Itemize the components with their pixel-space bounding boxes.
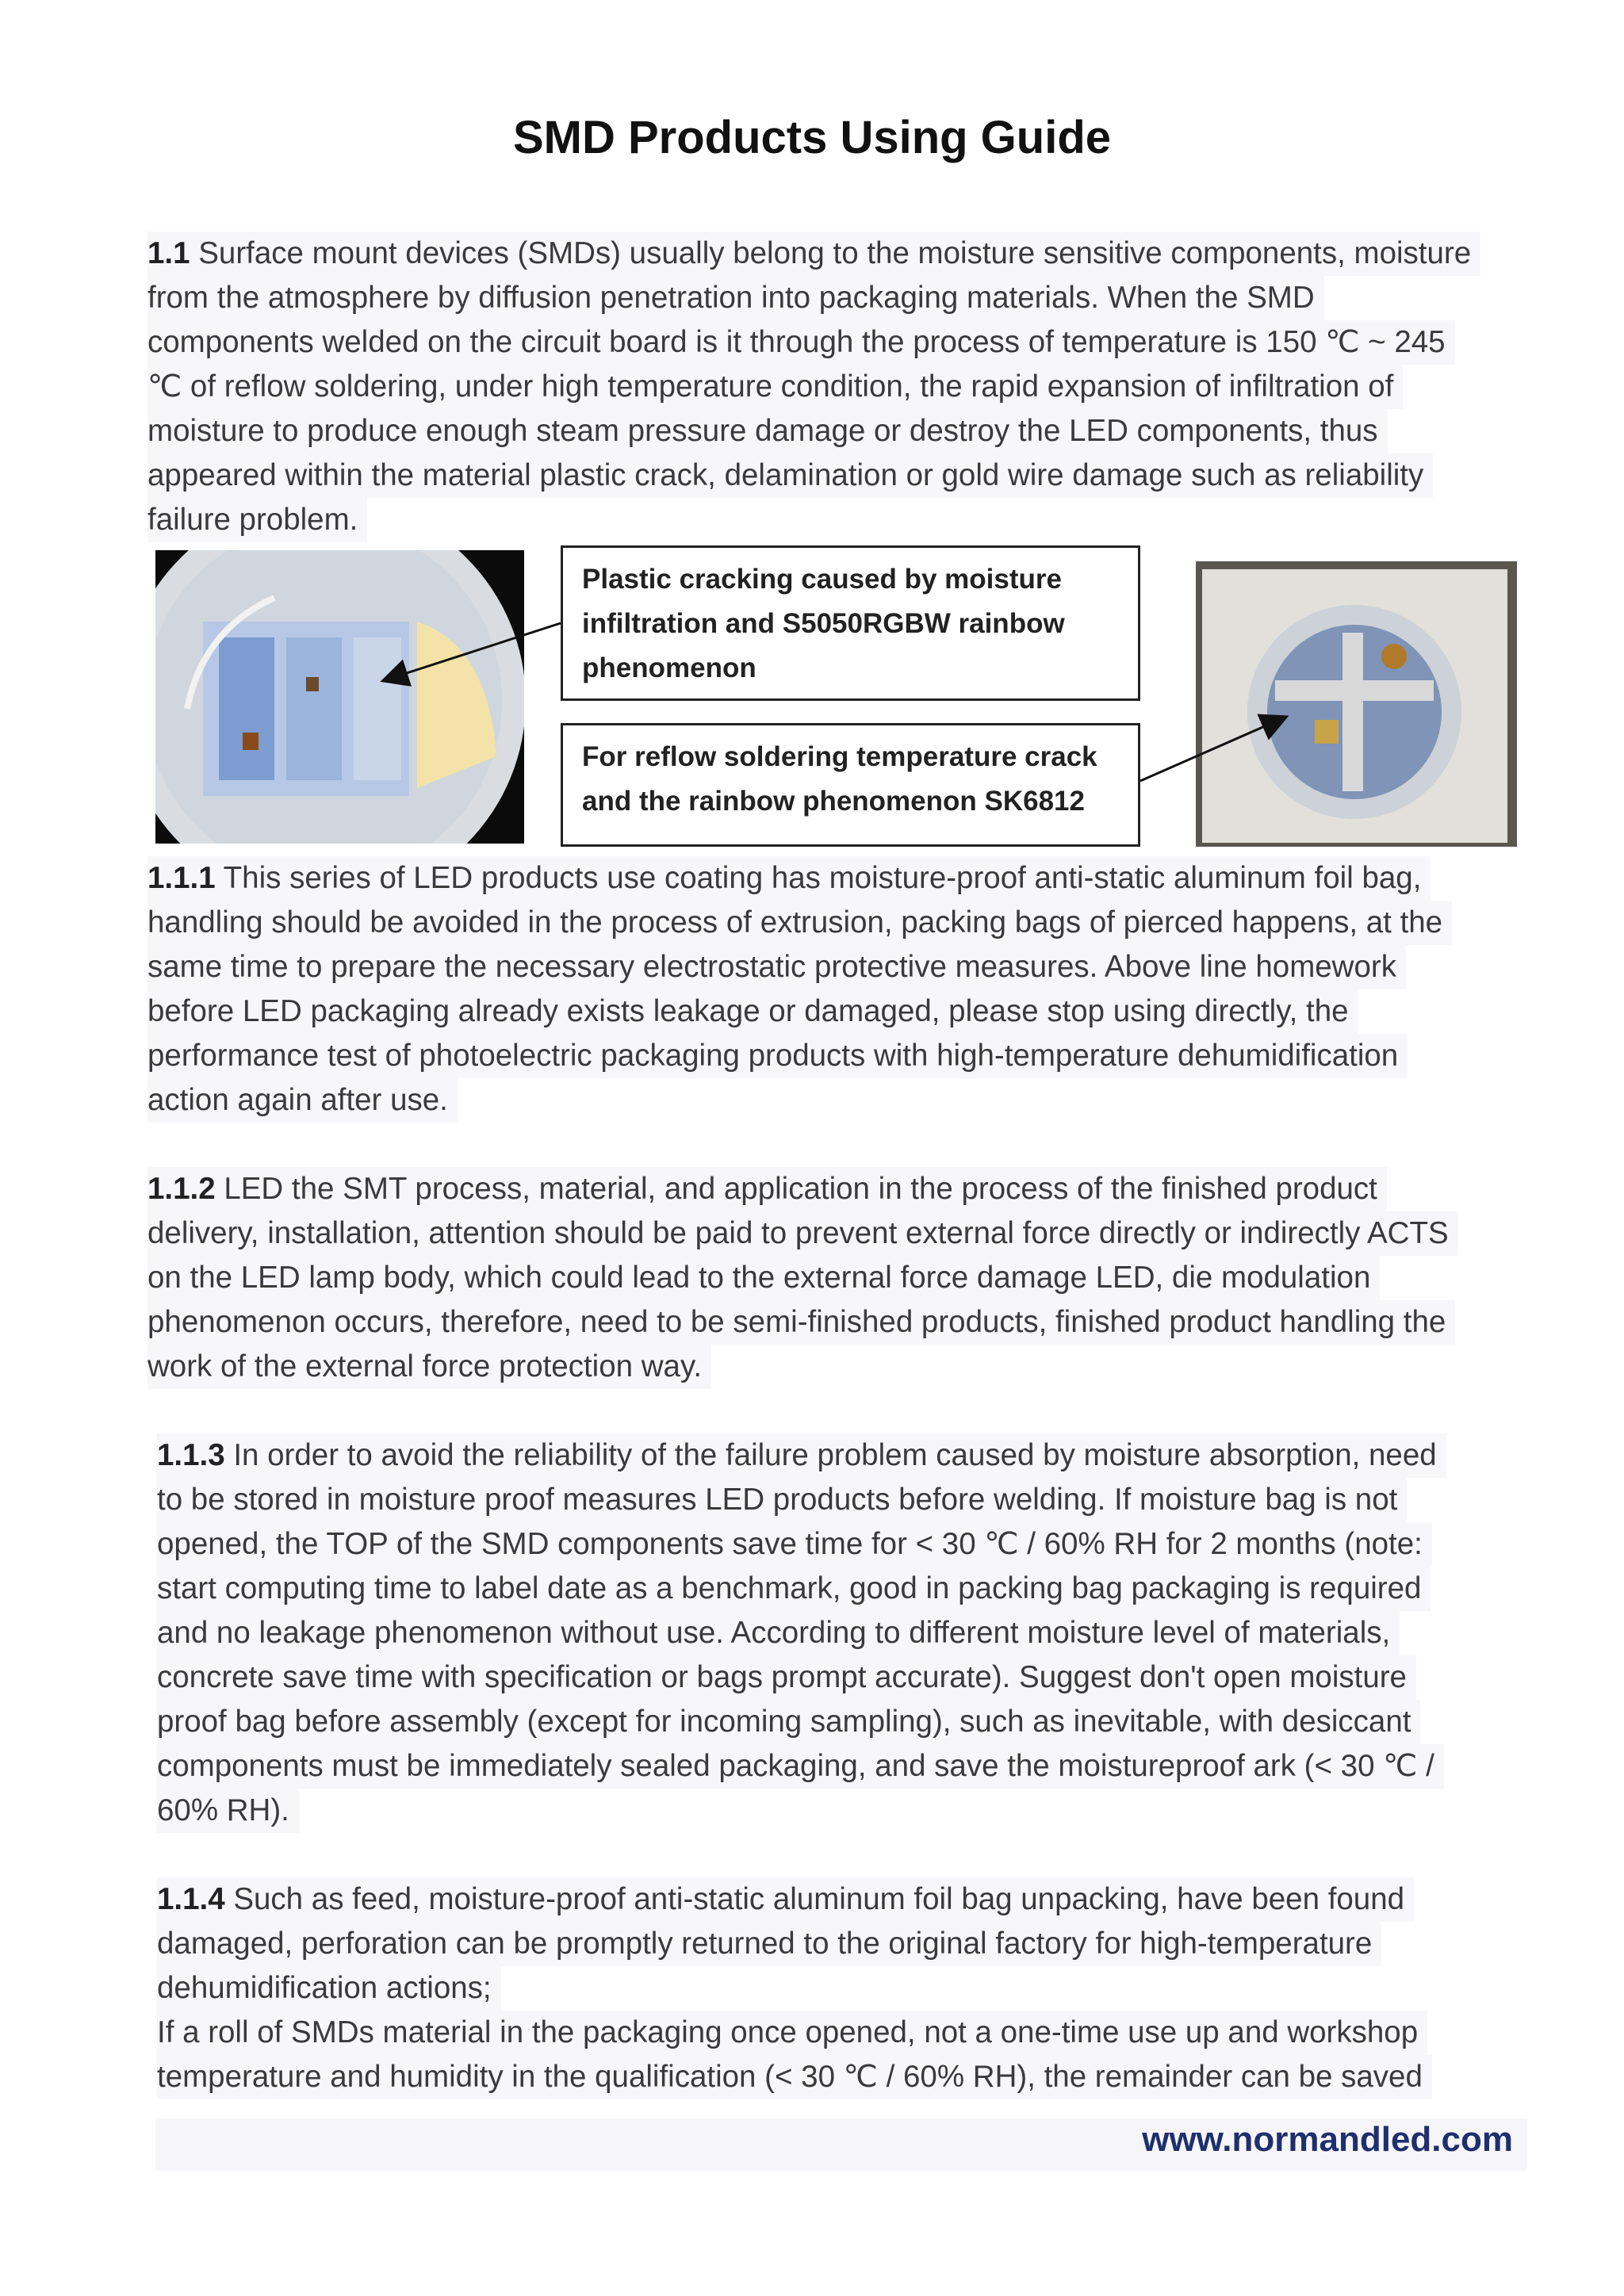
text-line: proof bag before assembly (except for incoming sampling), such as inevitable, with desiccant	[157, 1700, 1420, 1744]
text-line: dehumidification actions;	[157, 1966, 501, 2011]
text-line: temperature and humidity in the qualification (< 30 ℃ / 60% RH), the remainder can be saved	[157, 2055, 1432, 2099]
text-line: to be stored in moisture proof measures LED products before welding. If moisture bag is not	[157, 1478, 1407, 1522]
text-line: on the LED lamp body, which could lead to the external force damage LED, die modulation	[147, 1256, 1380, 1300]
arrow-right	[1140, 718, 1285, 781]
text-line: delivery, installation, attention should be paid to prevent external force directly or indirectly ACTS	[147, 1211, 1458, 1256]
callout-moisture-crack: Plastic cracking caused by moisture infiltration and S5050RGBW rainbow phenomenon	[561, 545, 1140, 701]
text-line: 1.1.4 Such as feed, moisture-proof anti-static aluminum foil bag unpacking, have been found	[157, 1877, 1414, 1922]
section-1-1-3	[157, 1433, 1537, 1833]
section-1-1-4	[157, 1877, 1537, 2099]
section-1-1-2	[147, 1167, 1527, 1389]
text-line: 60% RH).	[157, 1789, 299, 1833]
text-line: concrete save time with specification or bags prompt accurate). Suggest don't open moisture	[157, 1655, 1416, 1700]
text-line: 1.1.3 In order to avoid the reliability of the failure problem caused by moisture absorption, need	[157, 1433, 1446, 1478]
callout-reflow-crack: For reflow soldering temperature crack and the rainbow phenomenon SK6812	[561, 723, 1140, 847]
text-line: 1.1 Surface mount devices (SMDs) usually belong to the moisture sensitive components, moisture	[147, 232, 1480, 276]
text-line: 1.1.2 LED the SMT process, material, and application in the process of the finished product	[147, 1167, 1387, 1211]
text-line: start computing time to label date as a benchmark, good in packing bag packaging is required	[157, 1567, 1431, 1611]
section-number: 1.1	[147, 236, 190, 270]
text-line: opened, the TOP of the SMD components save time for < 30 ℃ / 60% RH for 2 months (note:	[157, 1522, 1432, 1567]
text-line: failure problem.	[147, 498, 367, 542]
section-number: 1.1.2	[147, 1172, 216, 1206]
footer-website-link[interactable]: www.normandled.com	[1142, 2120, 1513, 2159]
text-line: from the atmosphere by diffusion penetration into packaging materials. When the SMD	[147, 276, 1324, 320]
text-line: work of the external force protection way.	[147, 1345, 711, 1389]
text-line: If a roll of SMDs material in the packaging once opened, not a one-time use up and workshop	[157, 2011, 1427, 2055]
text-line: handling should be avoided in the process of extrusion, packing bags of pierced happens, at the	[147, 901, 1452, 945]
page-title: SMD Products Using Guide	[512, 112, 1112, 163]
text-line: action again after use.	[147, 1078, 458, 1123]
section-number: 1.1.4	[157, 1882, 225, 1916]
section-number: 1.1.3	[157, 1438, 225, 1472]
text-line: moisture to produce enough steam pressure damage or destroy the LED components, thus	[147, 409, 1388, 453]
text-line: performance test of photoelectric packaging products with high-temperature dehumidification	[147, 1034, 1408, 1078]
text-line: appeared within the material plastic crack, delamination or gold wire damage such as reliability	[147, 453, 1433, 498]
text-line: phenomenon occurs, therefore, need to be semi-finished products, finished product handling the	[147, 1300, 1455, 1345]
section-number: 1.1.1	[147, 861, 216, 895]
text-line: before LED packaging already exists leakage or damaged, please stop using directly, the	[147, 989, 1358, 1034]
text-line: same time to prepare the necessary electrostatic protective measures. Above line homework	[147, 945, 1406, 989]
section-1-1-1	[147, 856, 1527, 1123]
text-line: and no leakage phenomenon without use. According to different moisture level of materials,	[157, 1611, 1400, 1655]
text-line: components welded on the circuit board is it through the process of temperature is 150 ℃ ~ 245	[147, 320, 1455, 365]
text-line: ℃ of reflow soldering, under high temperature condition, the rapid expansion of infiltration of	[147, 365, 1403, 409]
text-line: 1.1.1 This series of LED products use coating has moisture-proof anti-static aluminum foil bag,	[147, 856, 1431, 901]
text-line: damaged, perforation can be promptly returned to the original factory for high-temperature	[157, 1922, 1381, 1966]
arrow-left	[385, 623, 561, 680]
text-line: components must be immediately sealed packaging, and save the moistureproof ark (< 30 ℃ /	[157, 1744, 1444, 1789]
